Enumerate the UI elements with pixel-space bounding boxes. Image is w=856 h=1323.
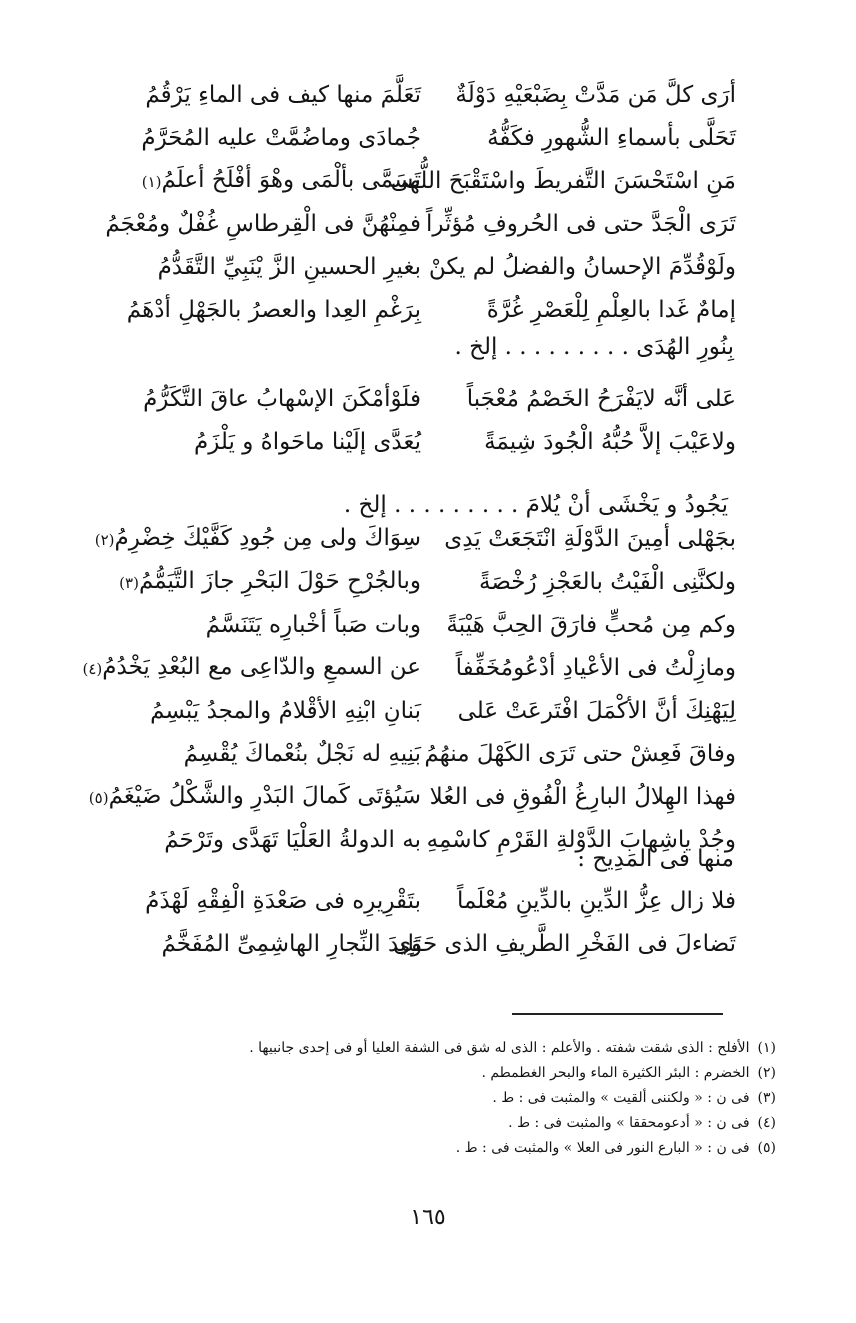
- verse-line: [116, 160, 736, 203]
- hemistich-text: بِرَغْمِ العِدا والعصرُ بالجَهْلِ أدْهَمُ: [126, 297, 421, 323]
- footnote-item: [136, 1086, 776, 1111]
- first-hemistich: تَرَى الْجَدَّ حتى فى الحُروفِ مُؤثِّراً: [425, 211, 736, 237]
- footnote-item: [136, 1136, 776, 1161]
- second-hemistich: [116, 421, 421, 464]
- second-hemistich: [82, 646, 421, 691]
- footnote-text: الخضرم : البئر الكثيرة الماء والبحر الغطمطم .: [481, 1065, 750, 1081]
- footnote-text: فى ن : « البارع النور فى العلا » والمثبت فى : ط .: [455, 1140, 750, 1156]
- first-hemistich: أرَى كلَّ مَن مَدَّتْ بِضَبْعَيْهِ دَوْلَةٌ: [455, 82, 736, 108]
- verse-line: [116, 74, 736, 117]
- verse-line: [105, 203, 736, 246]
- first-hemistich: تَحَلَّى بأسماءِ الشُّهورِ فكَفُّهُ: [487, 125, 736, 151]
- verse-block-2: [116, 378, 736, 464]
- hemistich-text: بَنِيهِ له نَجْلٌ بنُعْماكَ يُقْسِمُ: [183, 741, 421, 767]
- hemistich-text: فمِنْهُنَّ فى الْقِرطاسِ غُفْلٌ ومُعْجَمُ: [105, 211, 421, 237]
- verse-line: [94, 518, 736, 561]
- footnote-number: (١): [757, 1040, 776, 1056]
- footnote-text: فى ن : « ولكننى ألقيت » والمثبت فى : ط .: [492, 1090, 750, 1106]
- section-heading: منها فى المَدِيح :: [577, 846, 734, 872]
- verse-block-4: [116, 880, 736, 966]
- verse-line: [116, 880, 736, 923]
- verse-line: [116, 733, 736, 776]
- first-hemistich: تَضاءلَ فى الفَخْرِ الطَّريفِ الذى حَوَى: [393, 931, 736, 957]
- verse-line: [116, 246, 736, 289]
- page-number: ١٦٥: [410, 1205, 446, 1230]
- footnote-number: (٤): [757, 1115, 776, 1131]
- footnote-text: فى ن : « أدعومحققا » والمثبت فى : ط .: [508, 1115, 750, 1131]
- first-hemistich: فهذا الهِلالُ البارِغُ الْفُوقِ فى العُلا: [429, 784, 736, 810]
- second-hemistich: [116, 880, 421, 923]
- first-hemistich: لِيَهْنِكَ أنَّ الأكْمَلَ افْتَرعَتْ عَلى: [457, 698, 736, 724]
- hemistich-text: وبات صَباً أخْبارِه يَتَنَسَّمُ: [205, 612, 421, 638]
- verse-line: [116, 421, 736, 464]
- verse-line: [116, 923, 736, 966]
- verse-line: [116, 378, 736, 421]
- verse-block-1: [105, 74, 736, 332]
- second-hemistich: [116, 923, 421, 966]
- verse-line: [116, 117, 736, 160]
- first-hemistich: فلا زال عِزُّ الدِّينِ بالدِّينِ مُعْلَماً: [456, 888, 736, 914]
- verse-line: [82, 647, 736, 690]
- second-hemistich: [105, 203, 421, 246]
- first-hemistich: ولَوْقُدِّمَ الإحسانُ والفضلُ لم يكنْ: [428, 254, 736, 280]
- hemistich-text: بَنانِ ابْنِهِ الأقْلامُ والمجدُ يَبْسِمُ: [150, 698, 421, 724]
- hemistich-text: تَلِيدَ النِّجارِ الهاشِمِىِّ المُفَخَّمُ: [161, 931, 421, 957]
- first-hemistich: وجُدْ ياشِهابَ الدَّوْلةِ القَرْمِ كاسْمِهِ: [426, 827, 736, 853]
- second-hemistich: [116, 117, 421, 160]
- hemistich-text: بغيرِ الحسينِ الزَّ يْنَبِيِّ التَّقَدُّمُ: [157, 254, 421, 280]
- second-hemistich: [94, 517, 421, 562]
- second-hemistich: [116, 604, 421, 647]
- second-hemistich: [88, 775, 421, 820]
- ellipsis-line-1: بِنُورِ الهُدَى . . . . . . . . . إلخ .: [454, 334, 734, 360]
- verse-line: [116, 690, 736, 733]
- second-hemistich: [116, 733, 421, 776]
- second-hemistich: [116, 378, 421, 421]
- hemistich-text: تَعَلَّمَ منها كيف فى الماءِ يَرْقُمُ: [145, 82, 421, 108]
- footnote-number: (٢): [757, 1065, 776, 1081]
- second-hemistich: [116, 246, 421, 289]
- second-hemistich: [116, 690, 421, 733]
- footnote-separator: [512, 1013, 723, 1015]
- first-hemistich: عَلى أنَّه لايَفْرَحُ الخَصْمُ مُعْجَباً: [466, 386, 736, 412]
- verse-line: [88, 776, 736, 819]
- hemistich-text: وبالجُرْحِ حَوْلَ البَحْرِ جازَ التَّيَمُّمُ: [138, 568, 421, 594]
- footnote-item: [136, 1036, 776, 1061]
- hemistich-text: بتَقْرِيرِه فى صَعْدَةِ الْفِقْهِ لَهْذَمُ: [145, 888, 421, 914]
- footnote-text: الأفلح : الذى شقت شفته . والأعلم : الذى له شق فى الشفة العليا أو فى إحدى جانبيها .: [249, 1040, 750, 1056]
- footnote-item: [136, 1061, 776, 1086]
- verse-block-3: [82, 518, 736, 862]
- second-hemistich: [116, 819, 421, 862]
- hemistich-text: سَيُؤتَى كَمالَ البَدْرِ والشَّكْلُ ضَيْغَمُ: [108, 783, 421, 809]
- ellipsis-line-2: يَجُودُ و يَخْشَى أنْ يُلامَ . . . . . . . . . إلخ .: [343, 492, 728, 518]
- footnote-marker: (٣): [119, 574, 139, 592]
- first-hemistich: وفاقَ فَعِشْ حتى تَرَى الكَهْلَ منهُمُ: [424, 741, 736, 767]
- hemistich-text: يُعَدَّى إلَيْنا ماحَواهُ و يَلْزَمُ: [193, 429, 421, 455]
- first-hemistich: بجَهْلى أمِينَ الدَّوْلَةِ انْتَجَعَتْ يَدِى: [444, 526, 736, 552]
- second-hemistich: [116, 74, 421, 117]
- second-hemistich: [116, 560, 421, 605]
- first-hemistich: إمامٌ غَدا بالعِلْمِ لِلْعَصْرِ غُرَّةً: [486, 297, 736, 323]
- hemistich-text: جُمادَى وماضُمَّتْ عليه المُحَرَّمُ: [141, 125, 421, 151]
- verse-line: [116, 604, 736, 647]
- hemistich-text: سِوَاكَ ولى مِن جُودِ كَفَّيْكَ خِضْرِمُ: [114, 525, 421, 551]
- footnote-item: [136, 1111, 776, 1136]
- hemistich-text: عن السمعِ والدّاعِى مع البُعْدِ يَخْدُمُ: [102, 654, 421, 680]
- footnote-marker: (٢): [94, 531, 115, 549]
- footnote-marker: (١): [141, 173, 162, 191]
- first-hemistich: ومازِلْتُ فى الأعْيادِ أدْعُومُخَفِّفاً: [455, 655, 736, 681]
- first-hemistich: ولاعَيْبَ إلاَّ حُبُّهُ الْجُودَ شِيمَةً: [484, 429, 736, 455]
- hemistich-text: فلَوْأمْكَنَ الإسْهابُ عاقَ التَّكَرُّمُ: [143, 386, 421, 412]
- footnotes: [136, 1036, 776, 1161]
- second-hemistich: [116, 289, 421, 332]
- first-hemistich: ولكنَّنِى الْفَيْتُ بالعَجْزِ رُخْصَةً: [478, 569, 736, 595]
- footnote-marker: (٥): [88, 789, 109, 807]
- footnote-number: (٥): [757, 1140, 776, 1156]
- verse-line: [116, 561, 736, 604]
- footnote-number: (٣): [757, 1090, 776, 1106]
- second-hemistich: [116, 159, 421, 204]
- first-hemistich: مَنِ اسْتَحْسَنَ التَّفريطَ واسْتَقْبَحَ اللُّهى: [390, 168, 736, 194]
- hemistich-text: به الدولةُ العَلْيَا تَهَدَّى وتَرْحَمُ: [164, 827, 421, 853]
- first-hemistich: وكم مِن مُحبٍّ فارَقَ الحِبَّ هَيْبَةً: [446, 612, 736, 638]
- footnote-marker: (٤): [82, 660, 103, 678]
- hemistich-text: تَسَمَّى بألْمَى وهْوَ أفْلَحُ أعلَمُ: [161, 167, 421, 193]
